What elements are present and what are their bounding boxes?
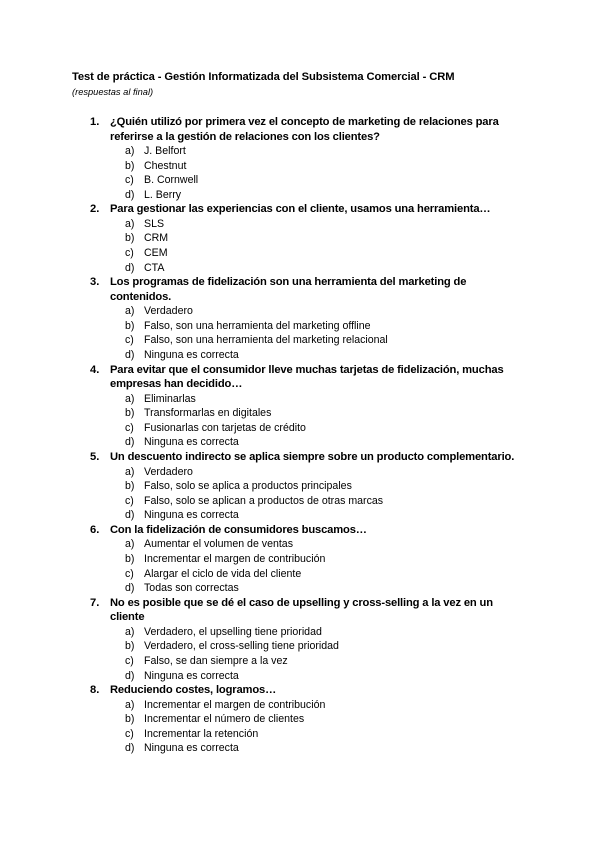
option-item bbox=[0, 581, 600, 596]
option-letter: b) bbox=[125, 319, 135, 332]
option-text: Verdadero, el cross-selling tiene prioridad bbox=[144, 640, 339, 653]
option-item bbox=[0, 217, 600, 232]
question-text: Para gestionar las experiencias con el cliente, usamos una herramienta… bbox=[110, 203, 491, 216]
option-text: Incrementar el margen de contribución bbox=[144, 698, 326, 711]
option-list bbox=[0, 217, 600, 275]
option-letter: a) bbox=[125, 145, 135, 157]
option-text: Falso, solo se aplican a productos de otras marcas bbox=[144, 494, 384, 507]
question-number: 8. bbox=[90, 684, 100, 697]
option-item bbox=[0, 348, 600, 363]
option-text: Transformarlas en digitales bbox=[144, 407, 272, 420]
option-item bbox=[0, 712, 600, 727]
option-list bbox=[0, 465, 600, 523]
option-letter: c) bbox=[125, 174, 134, 187]
option-item bbox=[0, 144, 600, 159]
option-letter: d) bbox=[125, 261, 135, 274]
option-item bbox=[0, 741, 600, 756]
question-text: Con la fidelización de consumidores buscamos… bbox=[110, 523, 367, 536]
option-text: L. Berry bbox=[144, 188, 182, 201]
option-item bbox=[0, 231, 600, 246]
option-item bbox=[0, 567, 600, 582]
option-text: B. Cornwell bbox=[144, 174, 199, 187]
option-letter: c) bbox=[125, 567, 134, 580]
option-letter: b) bbox=[125, 713, 135, 726]
option-text: J. Belfort bbox=[144, 145, 186, 157]
option-text: Chestnut bbox=[144, 159, 187, 172]
option-list bbox=[0, 625, 600, 683]
question-list bbox=[0, 115, 600, 756]
option-letter: b) bbox=[125, 640, 135, 653]
option-item bbox=[0, 319, 600, 334]
option-item bbox=[0, 421, 600, 436]
option-text: Verdadero bbox=[144, 305, 193, 318]
option-item bbox=[0, 392, 600, 407]
option-item bbox=[0, 552, 600, 567]
option-letter: d) bbox=[125, 188, 135, 201]
option-text: CEM bbox=[144, 247, 168, 260]
option-letter: c) bbox=[125, 421, 134, 434]
option-letter: c) bbox=[125, 654, 134, 667]
option-item bbox=[0, 508, 600, 523]
option-letter: b) bbox=[125, 407, 135, 420]
question-4 bbox=[0, 363, 600, 450]
option-text: Verdadero, el upselling tiene prioridad bbox=[144, 625, 322, 638]
option-text: Todas son correctas bbox=[144, 582, 239, 595]
option-text: Falso, son una herramienta del marketing relacional bbox=[144, 334, 388, 347]
option-item bbox=[0, 435, 600, 450]
option-letter: b) bbox=[125, 480, 135, 493]
question-number: 2. bbox=[90, 203, 100, 216]
option-item bbox=[0, 465, 600, 480]
option-text: Aumentar el volumen de ventas bbox=[144, 538, 293, 551]
option-text: Incrementar el margen de contribución bbox=[144, 552, 326, 565]
question-text: Para evitar que el consumidor lleve muchas tarjetas de fidelización, muchas empresas han decidido… bbox=[110, 363, 504, 391]
option-text: Ninguna es correcta bbox=[144, 436, 239, 449]
option-letter: a) bbox=[125, 465, 135, 478]
option-list bbox=[0, 698, 600, 756]
option-item bbox=[0, 698, 600, 713]
option-text: Alargar el ciclo de vida del cliente bbox=[144, 567, 302, 580]
option-item bbox=[0, 246, 600, 261]
option-text: Ninguna es correcta bbox=[144, 509, 239, 522]
option-item bbox=[0, 304, 600, 319]
option-text: Ninguna es correcta bbox=[144, 742, 239, 755]
question-text: Los programas de fidelización son una herramienta del marketing de contenidos. bbox=[110, 276, 467, 303]
option-list bbox=[0, 304, 600, 362]
page-title: Test de práctica - Gestión Informatizada del Subsistema Comercial - CRM bbox=[72, 71, 455, 83]
option-text: Falso, son una herramienta del marketing offline bbox=[144, 319, 371, 332]
option-item bbox=[0, 537, 600, 552]
option-letter: a) bbox=[125, 698, 135, 711]
option-letter: a) bbox=[125, 217, 135, 230]
option-letter: c) bbox=[125, 494, 134, 507]
option-item bbox=[0, 406, 600, 421]
option-item bbox=[0, 654, 600, 669]
option-item bbox=[0, 639, 600, 654]
option-text: Fusionarlas con tarjetas de crédito bbox=[144, 421, 306, 434]
option-text: Ninguna es correcta bbox=[144, 669, 239, 682]
option-item bbox=[0, 333, 600, 348]
option-letter: b) bbox=[125, 232, 135, 245]
question-3 bbox=[0, 275, 600, 362]
option-item bbox=[0, 173, 600, 188]
option-letter: d) bbox=[125, 509, 135, 522]
option-text: CTA bbox=[144, 261, 165, 274]
question-number: 5. bbox=[90, 451, 100, 463]
option-item bbox=[0, 479, 600, 494]
question-text: Un descuento indirecto se aplica siempre sobre un producto complementario. bbox=[110, 451, 515, 463]
option-letter: a) bbox=[125, 538, 135, 551]
option-letter: d) bbox=[125, 742, 135, 755]
option-list bbox=[0, 144, 600, 202]
option-text: Ninguna es correcta bbox=[144, 349, 239, 362]
question-7 bbox=[0, 596, 600, 683]
option-list bbox=[0, 392, 600, 450]
question-number: 1. bbox=[90, 116, 100, 128]
question-number: 4. bbox=[90, 363, 100, 376]
option-text: Incrementar la retención bbox=[144, 727, 259, 740]
option-text: Eliminarlas bbox=[144, 392, 196, 405]
option-list bbox=[0, 537, 600, 595]
question-1 bbox=[0, 115, 600, 202]
option-item bbox=[0, 261, 600, 276]
question-number: 3. bbox=[90, 276, 100, 289]
option-letter: c) bbox=[125, 727, 134, 740]
option-letter: c) bbox=[125, 334, 134, 347]
option-item bbox=[0, 188, 600, 203]
question-number: 6. bbox=[90, 523, 100, 536]
option-letter: a) bbox=[125, 392, 135, 405]
question-text: Reduciendo costes, logramos… bbox=[110, 684, 277, 697]
option-text: Falso, solo se aplica a productos principales bbox=[144, 480, 352, 493]
option-item bbox=[0, 494, 600, 509]
question-text: ¿Quién utilizó por primera vez el concepto de marketing de relaciones para referirse a la gestión de relaciones con los clientes? bbox=[110, 116, 499, 143]
option-text: CRM bbox=[144, 232, 169, 245]
option-text: Verdadero bbox=[144, 465, 193, 478]
option-text: Incrementar el número de clientes bbox=[144, 713, 305, 726]
option-item bbox=[0, 669, 600, 684]
option-letter: d) bbox=[125, 436, 135, 449]
question-8 bbox=[0, 683, 600, 756]
option-item bbox=[0, 727, 600, 742]
option-letter: d) bbox=[125, 669, 135, 682]
option-letter: a) bbox=[125, 625, 135, 638]
question-text: No es posible que se dé el caso de upselling y cross-selling a la vez en un cliente bbox=[110, 596, 493, 624]
option-letter: b) bbox=[125, 159, 135, 172]
option-letter: b) bbox=[125, 552, 135, 565]
option-letter: d) bbox=[125, 349, 135, 362]
question-number: 7. bbox=[90, 596, 100, 609]
option-letter: a) bbox=[125, 305, 135, 318]
option-text: SLS bbox=[144, 217, 165, 230]
question-6 bbox=[0, 523, 600, 596]
option-letter: d) bbox=[125, 582, 135, 595]
option-text: Falso, se dan siempre a la vez bbox=[144, 654, 288, 667]
question-5 bbox=[0, 450, 600, 523]
option-item bbox=[0, 625, 600, 640]
page-subtitle: (respuestas al final) bbox=[72, 87, 154, 97]
question-2 bbox=[0, 202, 600, 275]
option-letter: c) bbox=[125, 247, 134, 260]
option-item bbox=[0, 159, 600, 174]
